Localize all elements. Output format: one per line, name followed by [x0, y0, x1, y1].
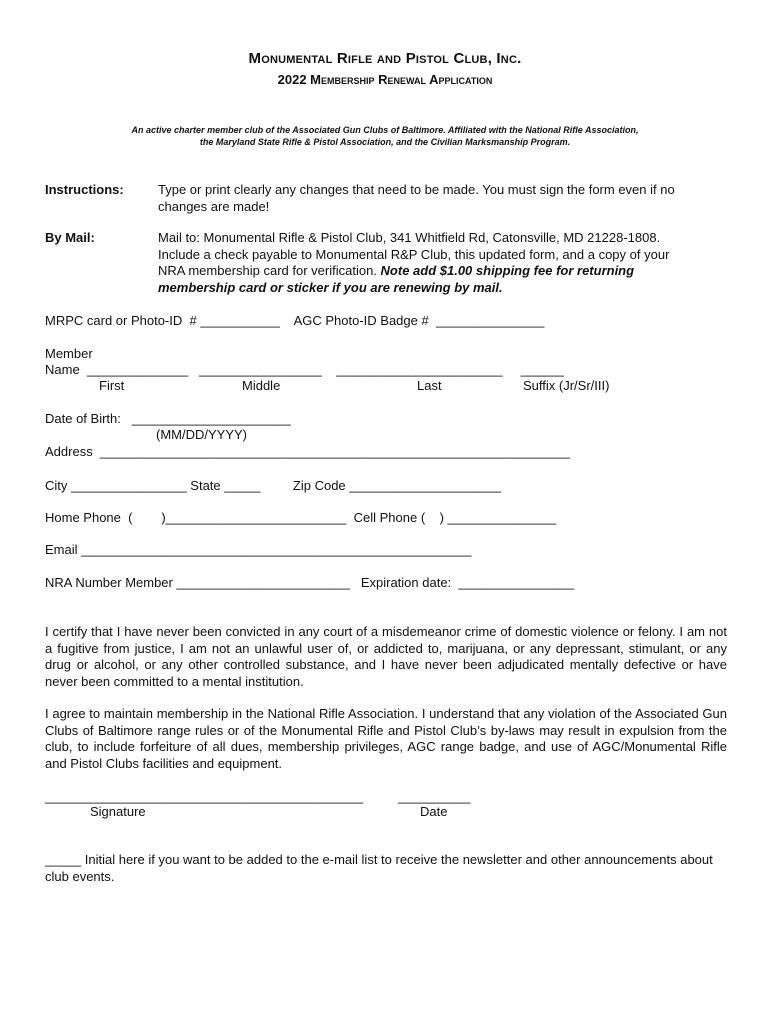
- nra-number-field[interactable]: NRA Number Member ________________________ Expiration date: ________________: [45, 575, 575, 590]
- email-field[interactable]: Email ______________________________________________________: [45, 542, 472, 557]
- by-mail-label: By Mail:: [45, 230, 95, 245]
- name-suffix-caption: Suffix (Jr/Sr/III): [523, 378, 610, 393]
- by-mail-line-3: [158, 263, 728, 280]
- phone-field[interactable]: Home Phone ( )_________________________ Cell Phone ( ) _______________: [45, 510, 557, 525]
- name-last-caption: Last: [417, 378, 442, 393]
- agreement-paragraph: I agree to maintain membership in the National Rifle Association. I understand that any violation of the Associated Gun Clubs of Baltimore range rules or of the Monumental Rifle and Pistol Club’s by-laws may result in expulsion from the club, to include forfeiture of all dues, membership privileges, AGC range badge, and use of AGC/Monumental Rifle and Pistol Clubs facilities and equipment.: [45, 706, 727, 771]
- card-id-field[interactable]: MRPC card or Photo-ID # ___________ AGC Photo-ID Badge # _______________: [45, 313, 545, 328]
- affiliation-line-2: the Maryland State Rifle & Pistol Association, and the Civilian Marksmanship Program.: [199, 137, 571, 147]
- city-state-zip-field[interactable]: City ________________ State _____ Zip Code _____________________: [45, 478, 502, 493]
- affiliation-statement: [60, 124, 710, 148]
- signature-caption: Signature: [90, 804, 146, 819]
- member-name-field[interactable]: Name ______________ _________________ _______________________ ______: [45, 362, 565, 377]
- date-of-birth-field[interactable]: Date of Birth: ______________________: [45, 411, 291, 426]
- instructions-text: [158, 182, 728, 215]
- member-label: Member: [45, 346, 93, 361]
- form-title: Monumental Rifle and Pistol Club, Inc.: [248, 50, 522, 67]
- shipping-fee-note: Note add $1.00 shipping fee for returning: [380, 263, 635, 278]
- address-field[interactable]: Address _________________________________________________________________: [45, 444, 570, 459]
- by-mail-line-3-plain: NRA membership card for verification.: [158, 263, 381, 278]
- instructions-line-1: Type or print clearly any changes that need to be made. You must sign the form even if no: [158, 182, 675, 197]
- dob-format-caption: (MM/DD/YYYY): [156, 427, 247, 442]
- certification-paragraph: I certify that I have never been convicted in any court of a misdemeanor crime of domestic violence or felony. I am not a fugitive from justice, I am not an unlawful user of, or addicted to, marijuana, or any depressant, stimulant, or any drug or alcohol, or any other controlled substance, and I have never been adjudicated mentally defective or have never been committed to a mental institution.: [45, 624, 727, 689]
- form-subtitle: 2022 Membership Renewal Application: [277, 72, 493, 87]
- date-caption: Date: [420, 804, 448, 819]
- newsletter-initial-field[interactable]: _____ Initial here if you want to be added to the e-mail list to receive the newsletter and other announcements about club events.: [45, 852, 713, 884]
- by-mail-text: [158, 230, 728, 296]
- by-mail-line-1: Mail to: Monumental Rifle & Pistol Club, 341 Whitfield Rd, Catonsville, MD 21228-1808.: [158, 230, 661, 245]
- by-mail-line-2: Include a check payable to Monumental R&P Club, this updated form, and a copy of your: [158, 246, 670, 262]
- signature-date-line[interactable]: __________: [398, 789, 471, 804]
- name-first-caption: First: [99, 378, 125, 393]
- affiliation-line-1: An active charter member club of the Associated Gun Clubs of Baltimore. Affiliated with the National Rifle Association,: [131, 125, 639, 135]
- instructions-line-2: changes are made!: [158, 198, 270, 214]
- shipping-fee-note-cont: membership card or sticker if you are renewing by mail.: [158, 279, 503, 295]
- instructions-label: Instructions:: [45, 182, 124, 197]
- signature-line[interactable]: ____________________________________________: [45, 789, 364, 804]
- name-middle-caption: Middle: [242, 378, 281, 393]
